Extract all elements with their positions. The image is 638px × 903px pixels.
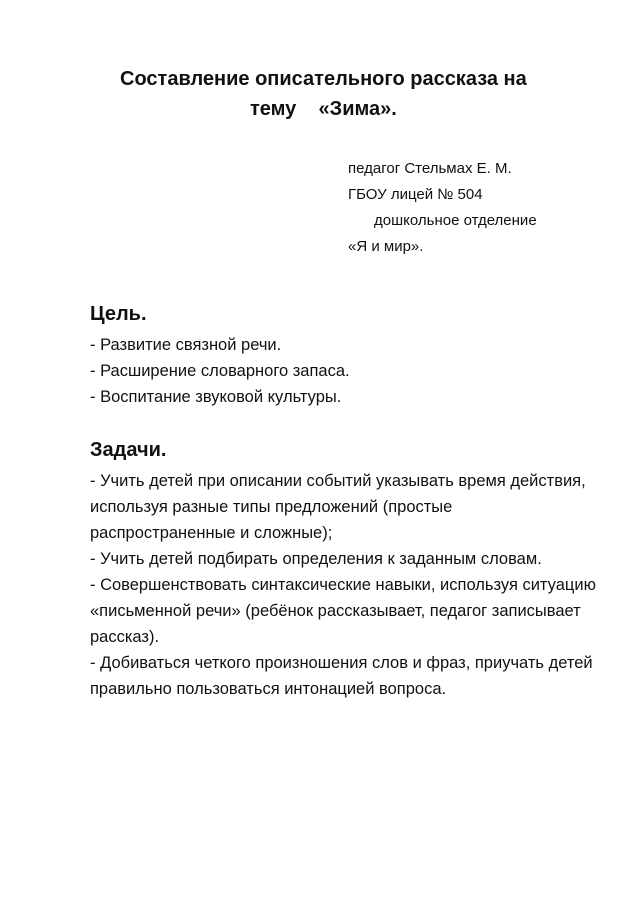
title-line-1: Составление описательного рассказа на [120, 68, 527, 90]
tasks-list [90, 468, 602, 702]
goal-item: - Расширение словарного запаса. [90, 362, 350, 380]
document-title [90, 64, 590, 124]
goal-item: - Воспитание звуковой культуры. [90, 388, 342, 406]
goal-item: - Развитие связной речи. [90, 336, 282, 354]
author-block [348, 156, 537, 260]
goal-heading: Цель. [90, 303, 147, 325]
author-teacher: педагог Стельмах Е. М. [348, 160, 512, 177]
author-school: ГБОУ лицей № 504 [348, 186, 483, 203]
task-item: - Добиваться четкого произношения слов и фраз, приучать детей правильно пользоваться интонацией вопроса. [90, 654, 593, 698]
tasks-heading: Задачи. [90, 439, 167, 461]
goal-section [90, 300, 602, 410]
author-department: дошкольное отделение [374, 212, 537, 229]
author-institution-name: «Я и мир». [348, 238, 424, 255]
task-item: - Совершенствовать синтаксические навыки, используя ситуацию «письменной речи» (ребёнок рассказывает, педагог записывает рассказ). [90, 576, 596, 646]
title-line-2: тему «Зима». [250, 98, 397, 120]
goal-list [90, 332, 602, 410]
task-item: - Учить детей подбирать определения к заданным словам. [90, 550, 542, 568]
tasks-section [90, 436, 602, 702]
task-item: - Учить детей при описании событий указывать время действия, используя разные типы предложений (простые распространенные и сложные); [90, 472, 586, 542]
